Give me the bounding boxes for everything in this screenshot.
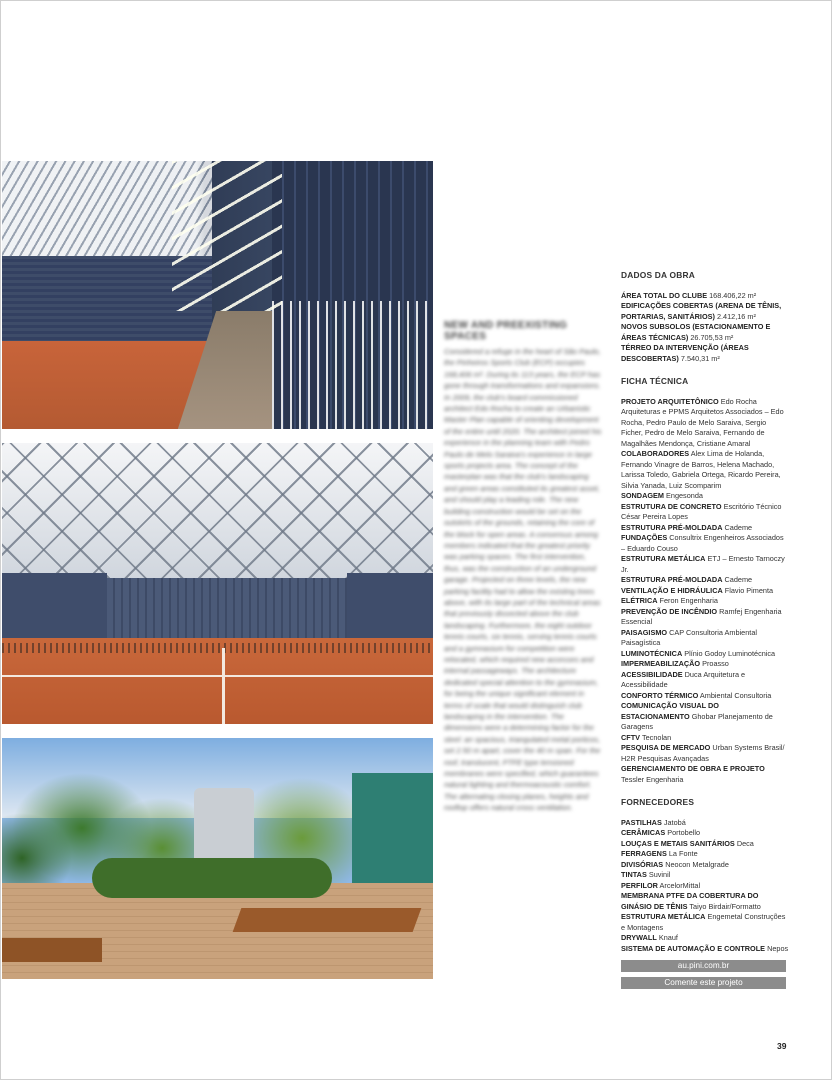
photo-garden-plaza — [2, 738, 433, 979]
ficha-item-key: ESTRUTURA PRÉ-MOLDADA — [621, 575, 723, 584]
ficha-title: FICHA TÉCNICA — [621, 376, 689, 386]
ficha-item-value: Ambiental Consultoria — [699, 690, 772, 700]
ficha-item — [621, 491, 789, 502]
ficha-section — [621, 376, 789, 785]
ficha-item-value: Alex Lima de Holanda, Fernando Vinagre de Barros, Helena Machado, Larissa Toledo, Gabriela Ortega, Ricardo Pereira, Silvia Yanada, Luiz Scomparim — [621, 449, 781, 490]
ficha-item-key: COMUNICAÇÃO VISUAL DO ESTACIONAMENTO — [621, 701, 719, 721]
fornecedor-item-key: DRYWALL — [621, 933, 657, 942]
ficha-item — [621, 449, 789, 491]
fornecedor-item-key: LOUÇAS E METAIS SANITÁRIOS — [621, 838, 735, 848]
ficha-item — [621, 691, 789, 702]
fornecedor-item-value: Deca — [736, 838, 754, 848]
fornecedor-item — [621, 849, 789, 860]
ficha-item-key: SONDAGEM — [621, 491, 664, 500]
ficha-item-key: LUMINOTÉCNICA — [621, 648, 683, 658]
fornecedor-item-key: FERRAGENS — [621, 849, 667, 858]
fornecedor-item-key: DIVISÓRIAS — [621, 859, 664, 869]
fornecedor-item-value: Knauf — [658, 933, 678, 942]
fornecedor-item-value: Suvinil — [648, 870, 671, 879]
ficha-item-key: IMPERMEABILIZAÇÃO — [621, 659, 701, 668]
ficha-item-key: PAISAGISMO — [621, 627, 668, 637]
comment-project-button[interactable]: Comente este projeto — [621, 977, 786, 989]
fornecedor-item — [621, 818, 789, 829]
ficha-item-key: PROJETO ARQUITETÔNICO — [621, 396, 719, 406]
fornecedor-item-key: TINTAS — [621, 870, 647, 879]
ficha-item — [621, 670, 789, 691]
fornecedor-item-value: Portobello — [667, 828, 701, 837]
fornecedor-item-value: La Fonte — [668, 849, 698, 858]
dados-title: DADOS DA OBRA — [621, 270, 695, 280]
fornecedor-item-value: Nepos — [767, 943, 789, 953]
photo-covered-corridor — [2, 161, 433, 429]
ficha-item-key: ACESSIBILIDADE — [621, 669, 683, 679]
ficha-item-key: COLABORADORES — [621, 449, 690, 458]
ficha-item — [621, 533, 789, 554]
fornecedores-title: FORNECEDORES — [621, 797, 695, 807]
ficha-item-value: Cademe — [724, 522, 753, 532]
ficha-item-value: CAP Consultoria Ambiental Paisagística — [621, 627, 758, 647]
fornecedor-item-key: SISTEMA DE AUTOMAÇÃO E CONTROLE — [621, 943, 766, 953]
page-number: 39 — [777, 1041, 787, 1051]
dados-item-value: 168.406,22 m² — [709, 290, 757, 300]
fornecedor-item-value: Engemetal Construções e Montagens — [621, 912, 786, 932]
ficha-item-value: Proasso — [702, 659, 729, 668]
ficha-item-key: GERENCIAMENTO DE OBRA E PROJETO — [621, 764, 765, 773]
fornecedor-item — [621, 933, 789, 944]
ficha-item-key: CONFORTO TÉRMICO — [621, 690, 699, 700]
ficha-item-key: ESTRUTURA DE CONCRETO — [621, 501, 722, 511]
dados-item — [621, 291, 789, 302]
ficha-item — [621, 586, 789, 597]
ficha-item-value: Duca Arquitetura e Acessibilidade — [621, 669, 746, 689]
ficha-item — [621, 649, 789, 660]
ficha-item-value: Urban Systems Brasil/ H2R Pesquisas Avançadas — [621, 743, 785, 763]
dados-item — [621, 322, 789, 343]
ficha-item-value: Edo Rocha Arquiteturas e PPMS Arquitetos Associados – Edo Rocha, Pedro Paulo de Melo Saraiva, Sergio Ficher, Pedro de Melo Saraiva, Fernando de Magalhães Mendonça, Cristiane Amaral — [621, 396, 784, 448]
fornecedor-item-key: MEMBRANA PTFE DA COBERTURA DO GINÁSIO DE TÊNIS — [621, 891, 759, 911]
article-column — [444, 320, 602, 814]
dados-section — [621, 270, 789, 364]
ficha-item — [621, 733, 789, 744]
fornecedor-item — [621, 828, 789, 839]
fornecedor-item-key: PERFILOR — [621, 880, 658, 890]
ficha-item-value: Ghobar Planejamento de Garagens — [621, 711, 773, 731]
ficha-item-value: Plínio Godoy Luminotécnica — [684, 648, 776, 658]
fornecedor-item-value: Jatobá — [663, 817, 686, 827]
dados-item-key: TÉRREO DA INTERVENÇÃO (ÁREAS DESCOBERTAS) — [621, 343, 749, 363]
ficha-item-key: PESQUISA DE MERCADO — [621, 743, 711, 752]
fornecedor-item — [621, 870, 789, 881]
fornecedor-item — [621, 881, 789, 892]
ficha-item — [621, 607, 789, 628]
dados-item-value: 26.705,53 m² — [690, 332, 734, 342]
ficha-item-key: CFTV — [621, 732, 641, 742]
ficha-item-value: Tessler Engenharia — [621, 774, 684, 784]
ficha-item-value: Engesonda — [666, 491, 703, 500]
dados-item-key: ÁREA TOTAL DO CLUBE — [621, 290, 708, 300]
fornecedor-item — [621, 912, 789, 933]
fornecedor-item-value: Taiyo Birdair/Formatto — [689, 901, 761, 911]
dados-item-value: 2.412,16 m² — [716, 311, 756, 321]
dados-item-key: NOVOS SUBSOLOS (ESTACIONAMENTO E ÁREAS TÉCNICAS) — [621, 322, 771, 342]
ficha-item — [621, 502, 789, 523]
data-column — [621, 270, 789, 989]
dados-item-value: 7.540,31 m² — [680, 353, 720, 363]
ficha-item-key: ESTRUTURA PRÉ-MOLDADA — [621, 522, 723, 532]
photo-tennis-arena — [2, 443, 433, 724]
ficha-item — [621, 397, 789, 450]
ficha-item-value: Cademe — [724, 575, 753, 584]
ficha-item — [621, 523, 789, 534]
article-heading: NEW AND PREEXISTING SPACES — [444, 320, 568, 342]
ficha-item — [621, 659, 789, 670]
ficha-item-value: Escritório Técnico César Pereira Lopes — [621, 501, 782, 521]
ficha-item — [621, 764, 789, 785]
fornecedor-item-value: Neocon Metalgrade — [665, 859, 729, 869]
ficha-item-value: Flavio Pimenta — [724, 585, 774, 595]
ficha-item — [621, 743, 789, 764]
ficha-item-key: VENTILAÇÃO E HIDRÁULICA — [621, 585, 723, 595]
fornecedor-item-key: PASTILHAS — [621, 817, 662, 827]
fornecedor-item — [621, 891, 789, 912]
fornecedor-item — [621, 839, 789, 850]
ficha-item — [621, 554, 789, 575]
ficha-item — [621, 575, 789, 586]
article-body: Considered a refuge in the heart of São Paulo, the Pinheiros Sports Club (ECP) occupies 168,406 m². During its 113 years, the ECP has gone through transformations and expansions. In 2009, the club's board commissioned architect Edo Rocha to create an Urbanistic Master Plan capable of orienting development of the entire until 2020. The architect joined his experience in the planning team with Pedro Paulo de Melo Saraiva's experience in large sports projects area. The concept of the masterplan was that the club's landscaping and green areas constituted its greatest asset, and should play a leading role. The new building construction would be set on the outskirts of the grounds, retaining the core of the block for open areas. A consensus among members indicated that the greatest priority was parking spaces. The first intervention, thus, was the construction of an underground garage. Projected on three levels, the new parking facility had to allow the existing trees above, with its large part of the technical areas that previously dissected above the club landscaping. Furthermore, the eight outdoor tennis courts, six tennis, serving tennis courts and a gymnasium for competition were relocated, which required new accesses and internal passageways. The architecture dedicated special attention to the gymnasium, for being the unique significant element in terms of scale that would distinguish club landscaping in the intervention. The dimensions were a determining factor for the steel: an spacious, triangulated metal porticos, set 2.50 m apart, cover the 40 m span. For the roof, translucent, PTFE type tensioned membranes were specified, which guarantees natural lighting and thermoacoustic comfort. The alternating closing planes, heights and rooftop offers natural cross ventilation. — [444, 347, 602, 813]
ficha-item — [621, 628, 789, 649]
dados-item — [621, 301, 789, 322]
ficha-item-key: ELÉTRICA — [621, 596, 658, 605]
ficha-item-value: Ramfej Engenharia Essencial — [621, 606, 782, 626]
dados-item-key: EDIFICAÇÕES COBERTAS (ARENA DE TÊNIS, PORTARIAS, SANITÁRIOS) — [621, 301, 782, 321]
ficha-item-key: PREVENÇÃO DE INCÊNDIO — [621, 606, 718, 616]
ficha-item-value: Consultrix Engenheiros Associados – Eduardo Couso — [621, 533, 784, 553]
ficha-item-value: ETJ – Ernesto Tarnoczy Jr. — [621, 554, 785, 574]
fornecedor-item-value: ArcelorMittal — [659, 880, 701, 890]
ficha-item-key: ESTRUTURA METÁLICA — [621, 554, 706, 563]
dados-item — [621, 343, 789, 364]
site-link-button[interactable]: au.pini.com.br — [621, 960, 786, 972]
fornecedor-item-key: ESTRUTURA METÁLICA — [621, 912, 706, 921]
ficha-item — [621, 596, 789, 607]
ficha-item-value: Feron Engenharia — [659, 596, 718, 605]
fornecedor-item — [621, 944, 789, 955]
fornecedor-item — [621, 860, 789, 871]
ficha-item — [621, 701, 789, 733]
ficha-item-key: FUNDAÇÕES — [621, 533, 668, 542]
fornecedores-section — [621, 797, 789, 954]
fornecedor-item-key: CERÂMICAS — [621, 828, 666, 837]
ficha-item-value: Tecnolan — [641, 732, 672, 742]
